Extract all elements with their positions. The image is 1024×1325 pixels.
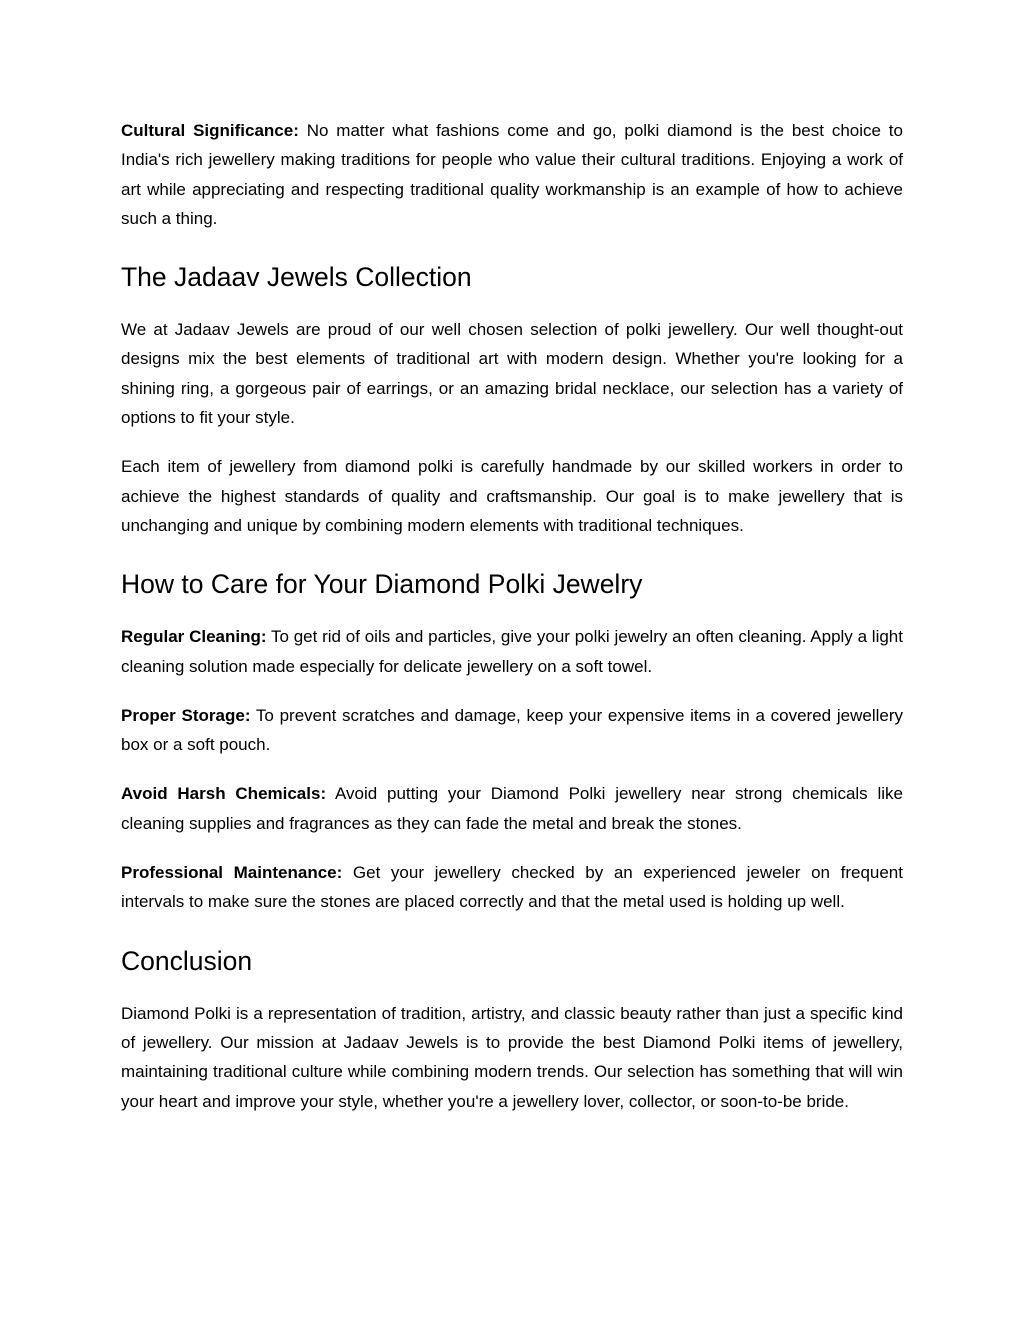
conclusion-paragraph: Diamond Polki is a representation of tradition, artistry, and classic beauty rather than just a specific kind of jewellery. Our mission at Jadaav Jewels is to provide the best Diamond Polki items of jewellery, maintaining traditional culture while combining modern trends. Our selection has something that will win your heart and improve your style, whether you're a jewellery lover, collector, or soon-to-be bride. [121, 1003, 903, 1111]
collection-paragraph-1: We at Jadaav Jewels are proud of our well chosen selection of polki jewellery. Our well thought-out designs mix the best elements of traditional art with modern design. Whether you're looking for a shining ring, a gorgeous pair of earrings, or an amazing bridal necklace, our selection has a variety of options to fit your style. [121, 320, 903, 428]
collection-heading: The Jadaav Jewels Collection [121, 262, 472, 293]
cultural-significance-paragraph [121, 116, 903, 233]
care-regular-cleaning [121, 622, 903, 681]
care-heading: How to Care for Your Diamond Polki Jewelry [121, 569, 643, 600]
care-item-label: Regular Cleaning: [121, 627, 267, 647]
care-item-text: Get your jewellery checked by an experienced jeweler on frequent intervals to make sure the stones are placed correctly and that the metal used is holding up well. [121, 863, 903, 912]
care-item-text: Avoid putting your Diamond Polki jewellery near strong chemicals like cleaning supplies and fragrances as they can fade the metal and break the stones. [121, 784, 903, 833]
care-item-label: Avoid Harsh Chemicals: [121, 784, 327, 804]
care-professional-maintenance [121, 858, 903, 917]
cultural-significance-label: Cultural Significance: [121, 121, 299, 140]
care-item-text: To get rid of oils and particles, give your polki jewelry an often cleaning. Apply a light cleaning solution made especially for delicate jewellery on a soft towel. [121, 627, 903, 676]
document-page [121, 116, 903, 1136]
care-proper-storage [121, 701, 903, 760]
care-avoid-harsh-chemicals [121, 779, 903, 838]
collection-paragraph-2: Each item of jewellery from diamond polki is carefully handmade by our skilled workers in order to achieve the highest standards of quality and craftsmanship. Our goal is to make jewellery that is unchanging and unique by combining modern elements with traditional techniques. [121, 457, 903, 535]
care-item-label: Professional Maintenance: [121, 863, 343, 883]
cultural-significance-text: No matter what fashions come and go, polki diamond is the best choice to India's rich jewellery making traditions for people who value their cultural traditions. Enjoying a work of art while appreciating and respecting traditional quality workmanship is an example of how to achieve such a thing. [121, 121, 903, 228]
conclusion-heading: Conclusion [121, 945, 253, 976]
care-item-label: Proper Storage: [121, 705, 251, 725]
care-item-text: To prevent scratches and damage, keep your expensive items in a covered jewellery box or a soft pouch. [121, 705, 903, 755]
